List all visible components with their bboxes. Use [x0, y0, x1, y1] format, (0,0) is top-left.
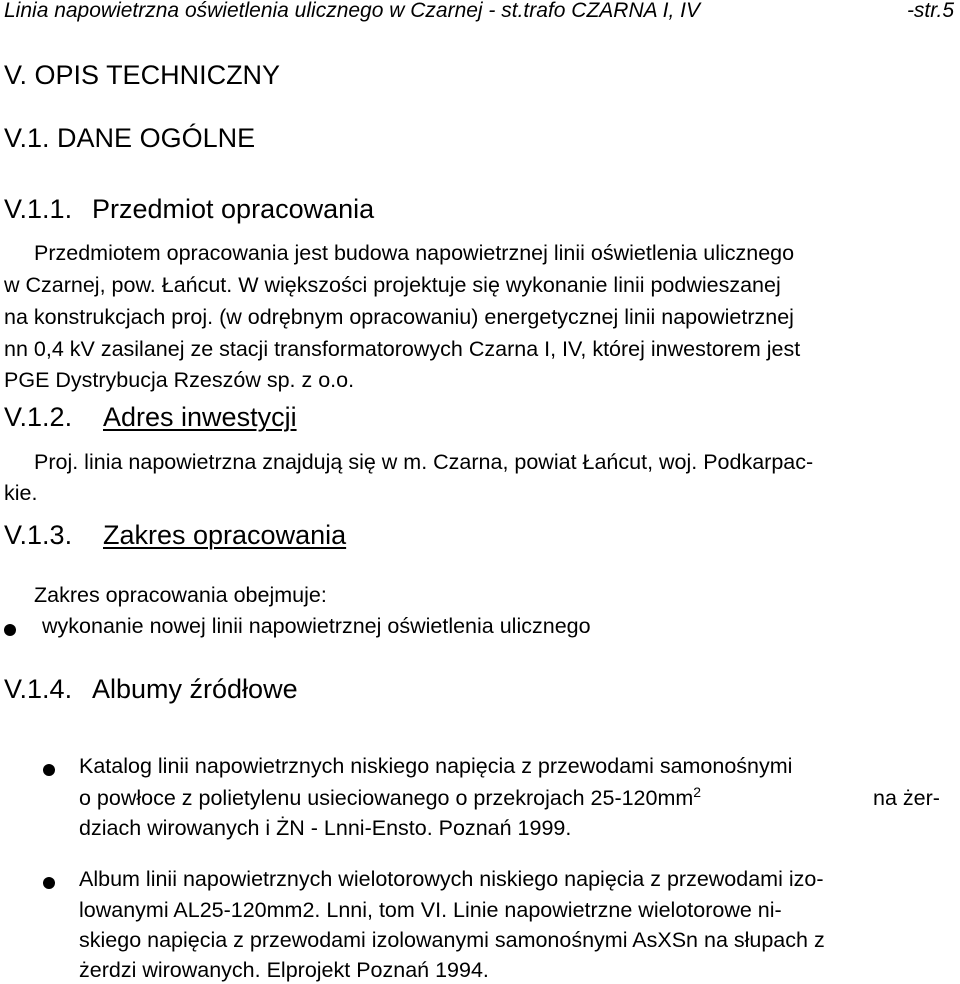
v11-paragraph [34, 241, 954, 273]
section-v1-title: V.1. DANE OGÓLNE [4, 123, 256, 153]
v14-bullet1-line-1: Katalog linii napowietrznych niskiego napięcia z przewodami samonośnymi [79, 754, 793, 778]
v12-line-2: kie. [4, 481, 38, 505]
v14-bullet2-line-4: żerdzi wirowanych. Elprojekt Poznań 1994. [79, 958, 489, 982]
section-v11-title: Przedmiot opracowania [92, 194, 375, 224]
bullet-icon [4, 624, 16, 636]
v11-line-1: Przedmiotem opracowania jest budowa napowietrznej linii oświetlenia ulicznego [34, 241, 795, 265]
v14-bullet2-line-3: skiego napięcia z przewodami izolowanymi samonośnymi AsXSn na słupach z [79, 928, 825, 952]
main-title: V. OPIS TECHNICZNY [4, 60, 281, 90]
page-number: -str.5 [906, 0, 954, 22]
bullet-icon [43, 764, 55, 776]
v13-bullet-text: wykonanie nowej linii napowietrznej oświetlenia ulicznego [42, 614, 591, 638]
v14-bullet1-line-2 [79, 786, 701, 811]
section-v14-number: V.1.4. [4, 674, 73, 704]
v11-line-3: na konstrukcjach proj. (w odrębnym opracowaniu) energetycznej linii napowietrznej [4, 305, 794, 329]
v12-line-1: Proj. linia napowietrzna znajdują się w m. Czarna, powiat Łańcut, woj. Podkarpac- [34, 450, 814, 474]
v13-intro: Zakres opracowania obejmuje: [34, 583, 327, 607]
section-v11-number: V.1.1. [4, 194, 73, 224]
v14-bullet1-line-2-end: na żer- [873, 786, 940, 810]
v11-line-5: PGE Dystrybucja Rzeszów sp. z o.o. [4, 368, 355, 392]
bullet-icon [43, 877, 55, 889]
section-v12-title: Adres inwestycji [103, 402, 297, 432]
v14-bullet1-line-2-text: o powłoce z polietylenu usieciowanego o przekrojach 25-120mm [79, 786, 694, 810]
v14-bullet1-line-3: dziach wirowanych i ŻN - Lnni-Ensto. Poznań 1999. [79, 816, 572, 840]
running-header-title: Linia napowietrzna oświetlenia ulicznego w Czarnej - st.trafo CZARNA I, IV [4, 0, 701, 22]
section-v13-number: V.1.3. [4, 520, 73, 550]
v14-bullet2-line-2: lowanymi AL25-120mm2. Lnni, tom VI. Linie napowietrzne wielotorowe ni- [79, 898, 782, 922]
section-v12-number: V.1.2. [4, 402, 73, 432]
v11-line-4: nn 0,4 kV zasilanej ze stacji transformatorowych Czarna I, IV, której inwestorem jest [4, 337, 801, 361]
section-v14-title: Albumy źródłowe [92, 674, 298, 704]
v11-line-2: w Czarnej, pow. Łańcut. W większości projektuje się wykonanie linii podwieszanej [4, 273, 781, 297]
section-v13-title: Zakres opracowania [103, 520, 347, 550]
v14-bullet2-line-1: Album linii napowietrznych wielotorowych niskiego napięcia z przewodami izo- [79, 867, 824, 891]
superscript: 2 [693, 784, 702, 800]
